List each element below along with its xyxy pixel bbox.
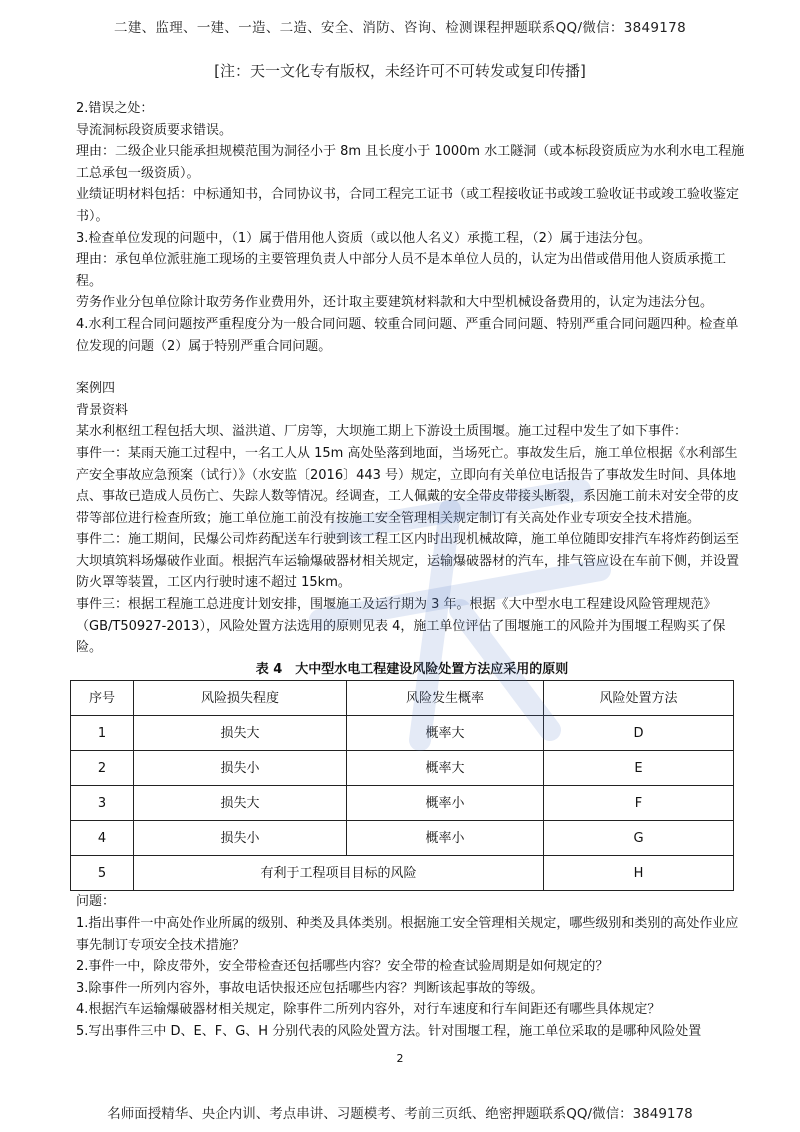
case-paragraph: 事件一：某雨天施工过程中，一名工人从 15m 高处坠落到地面，当场死亡。事故发生后，施工单位根据《水利部生产安全事故应急预案（试行）》（水安监〔2016〕443 号）规定，立即向有关单位电话报告了事故发生时间、具体地点、事故已造成人员伤亡、失踪人数等情况。经调查，工人佩戴的安全带皮带接头断裂，系因施工前未对安全带的皮带等部位进行检查所致；施工单位施工前没有按施工安全管理相关规定制订有关高处作业专项安全技术措施。 <box>76 445 740 526</box>
table-cell: D <box>544 716 734 751</box>
table-cell: H <box>544 856 734 891</box>
table-cell: 概率小 <box>347 786 544 821</box>
page-footer: 名师面授精华、央企内训、考点串讲、习题模考、考前三页纸、绝密押题联系QQ/微信：3849178 <box>107 1106 693 1122</box>
page-header: 二建、监理、一建、一造、二造、安全、消防、咨询、检测课程押题联系QQ/微信：3849178 <box>114 20 686 36</box>
table-row <box>71 751 734 786</box>
case-title: 案例四 <box>76 381 116 397</box>
answer-paragraph: 业绩证明材料包括：中标通知书，合同协议书，合同工程完工证书（或工程接收证书或竣工验收证书或竣工验收鉴定书）。 <box>76 187 740 224</box>
answer-paragraph: 劳务作业分包单位除计取劳务作业费用外，还计取主要建筑材料款和大中型机械设备费用的，认定为违法分包。 <box>76 295 714 311</box>
table-cell: 损失小 <box>134 821 347 856</box>
table-header-row <box>71 681 734 716</box>
answer-paragraph: 4.水利工程合同问题按严重程度分为一般合同问题、较重合同问题、严重合同问题、特别严重合同问题四种。检查单位发现的问题（2）属于特别严重合同问题。 <box>76 316 739 354</box>
table-cell: G <box>544 821 734 856</box>
question-item: 5.写出事件三中 D、E、F、G、H 分别代表的风险处置方法。针对围堰工程，施工单位采取的是哪种风险处置 <box>76 1024 702 1039</box>
table-cell: 5 <box>71 856 134 891</box>
table-cell: 损失大 <box>134 786 347 821</box>
question-item: 4.根据汽车运输爆破器材相关规定，除事件二所列内容外，对行车速度和行车间距还有哪些具体规定？ <box>76 1002 661 1018</box>
table-header-cell: 风险损失程度 <box>134 681 347 716</box>
table-cell: 概率大 <box>347 751 544 786</box>
answer-paragraph: 导流洞标段资质要求错误。 <box>76 122 233 138</box>
table-cell: 损失大 <box>134 716 347 751</box>
questions-title: 问题： <box>76 894 116 910</box>
case-paragraph: 某水利枢纽工程包括大坝、溢洪道、厂房等，大坝施工期上下游设土质围堰。施工过程中发生了如下事件： <box>76 424 688 440</box>
table-row <box>71 716 734 751</box>
table-cell: 损失小 <box>134 751 347 786</box>
spacer <box>76 357 748 378</box>
question-item: 2.事件一中，除皮带外，安全带检查还包括哪些内容？安全带的检查试验周期是如何规定的？ <box>76 959 609 975</box>
case-paragraph: 事件三：根据工程施工总进度计划安排，围堰施工及运行期为 3 年。根据《大中型水电工程建设风险管理规范》（GB/T50927-2013），风险处置方法选用的原则见表 4，施工单位评估了围堰施工的风险并为围堰工程购买了保险。 <box>76 597 726 656</box>
table-cell: 概率大 <box>347 716 544 751</box>
table-cell: 3 <box>71 786 134 821</box>
table-header-cell: 风险发生概率 <box>347 681 544 716</box>
question-item: 3.除事件一所列内容外，事故电话快报还应包括哪些内容？判断该起事故的等级。 <box>76 980 544 996</box>
table-cell: F <box>544 786 734 821</box>
table-title: 表 4 大中型水电工程建设风险处置方法应采用的原则 <box>255 661 569 677</box>
table-cell: 1 <box>71 716 134 751</box>
table-cell: 概率小 <box>347 821 544 856</box>
page-number: 2 <box>396 1052 404 1065</box>
table-header-cell: 序号 <box>71 681 134 716</box>
answer-paragraph: 3.检查单位发现的问题中，（1）属于借用他人资质（或以他人名义）承揽工程，（2）属于违法分包。 <box>76 230 651 246</box>
table-cell: 2 <box>71 751 134 786</box>
case-paragraph: 事件二：施工期间，民爆公司炸药配送车行驶到该工程工区内时出现机械故障，施工单位随即安排汽车将炸药倒运至大坝填筑料场爆破作业面。根据汽车运输爆破器材相关规定，运输爆破器材的汽车，排气管应设在车前下侧，并设置防火罩等装置，工区内行驶时速不超过 15km。 <box>76 532 740 591</box>
answer-paragraph: 2.错误之处： <box>76 101 154 116</box>
question-item: 1.指出事件一中高处作业所属的级别、种类及具体类别。根据施工安全管理相关规定，哪些级别和类别的高处作业应事先制订专项安全技术措施？ <box>76 916 739 953</box>
answer-paragraph: 理由：承包单位派驻施工现场的主要管理负责人中部分人员不是本单位人员的，认定为出借或借用他人资质承揽工程。 <box>76 252 727 289</box>
case-subtitle: 背景资料 <box>76 402 129 418</box>
table-row <box>71 821 734 856</box>
answer-paragraph: 理由：二级企业只能承担规模范围为洞径小于 8m 且长度小于 1000m 水工隧洞（或本标段资质应为水利水电工程施工总承包一级资质）。 <box>76 144 745 181</box>
copyright-notice: [注：天一文化专有版权，未经许可不可转发或复印传播] <box>214 62 586 80</box>
table-row <box>71 786 734 821</box>
risk-table <box>70 680 734 891</box>
table-cell: 4 <box>71 821 134 856</box>
table-cell: 有利于工程项目目标的风险 <box>134 856 544 891</box>
table-row <box>71 856 734 891</box>
table-header-cell: 风险处置方法 <box>544 681 734 716</box>
table-cell: E <box>544 751 734 786</box>
document-body <box>76 98 748 1043</box>
